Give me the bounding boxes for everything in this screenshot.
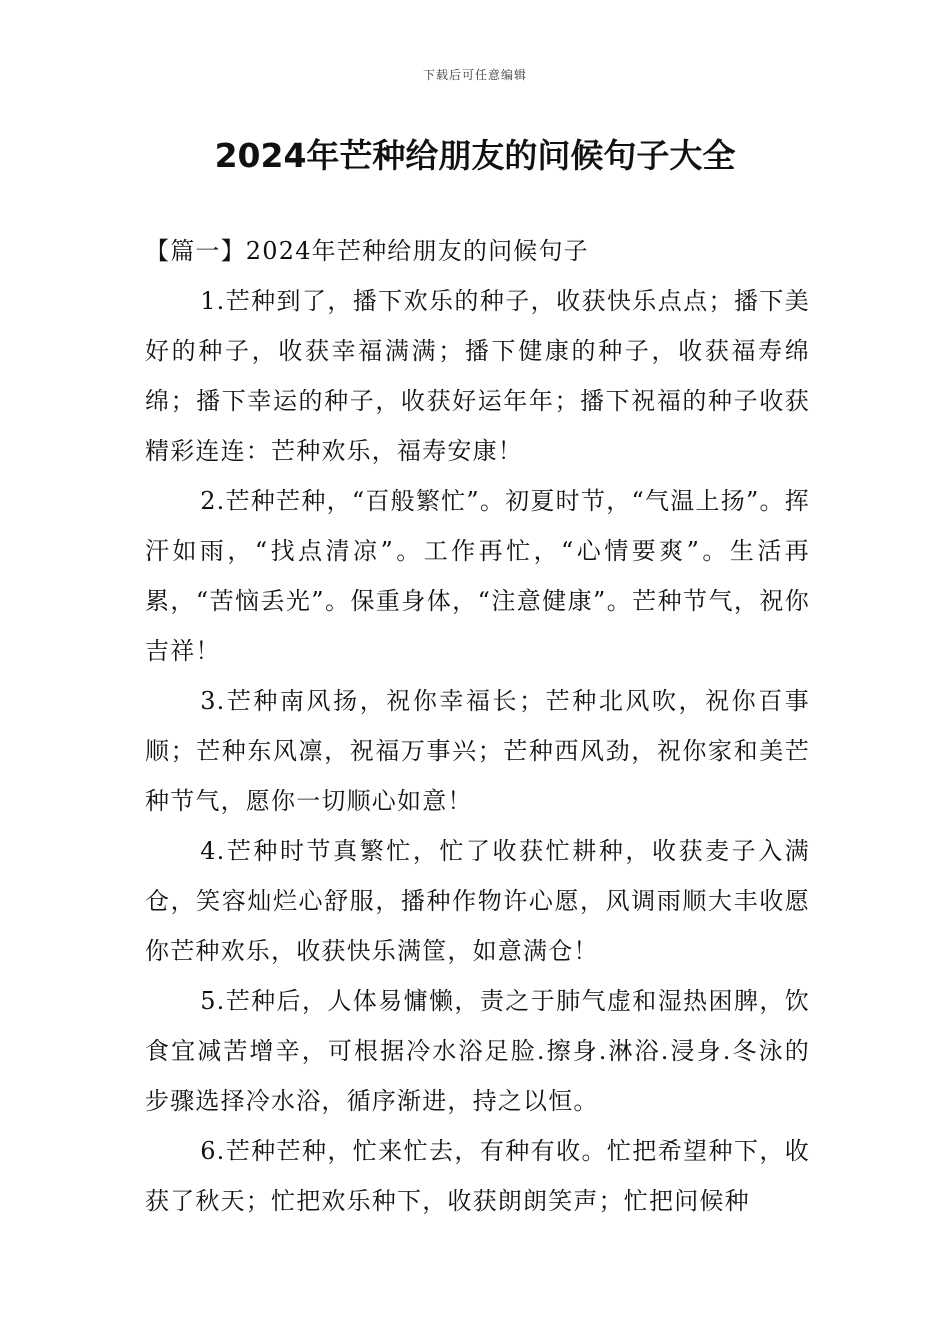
- paragraph-2: 2.芒种芒种，“百般繁忙”。初夏时节，“气温上扬”。挥汗如雨，“找点清凉”。工作再忙，“心情要爽”。生活再累，“苦恼丢光”。保重身体，“注意健康”。芒种节气，祝你吉祥！: [145, 487, 810, 665]
- document-title: 2024年芒种给朋友的问候句子大全: [214, 136, 736, 175]
- paragraph-6: 6.芒种芒种，忙来忙去，有种有收。忙把希望种下，收获了秋天；忙把欢乐种下，收获朗朗笑声；忙把问候种: [145, 1137, 810, 1215]
- document-body: [145, 226, 810, 1226]
- paragraph-5: 5.芒种后，人体易慵懒，责之于肺气虚和湿热困脾，饮食宜减苦增辛，可根据冷水浴足脸.擦身.淋浴.浸身.冬泳的步骤选择冷水浴，循序渐进，持之以恒。: [145, 987, 810, 1115]
- paragraph-4: 4.芒种时节真繁忙，忙了收获忙耕种，收获麦子入满仓，笑容灿烂心舒服，播种作物许心愿，风调雨顺大丰收愿你芒种欢乐，收获快乐满筐，如意满仓！: [145, 837, 810, 965]
- paragraph-3: 3.芒种南风扬，祝你幸福长；芒种北风吹，祝你百事顺；芒种东风凛，祝福万事兴；芒种西风劲，祝你家和美芒种节气，愿你一切顺心如意！: [145, 687, 810, 815]
- section-heading: 【篇一】2024年芒种给朋友的问候句子: [145, 237, 589, 265]
- header-note: 下载后可任意编辑: [422, 68, 527, 82]
- paragraph-1: 1.芒种到了，播下欢乐的种子，收获快乐点点；播下美好的种子，收获幸福满满；播下健康的种子，收获福寿绵绵；播下幸运的种子，收获好运年年；播下祝福的种子收获精彩连连：芒种欢乐，福寿安康！: [145, 287, 810, 465]
